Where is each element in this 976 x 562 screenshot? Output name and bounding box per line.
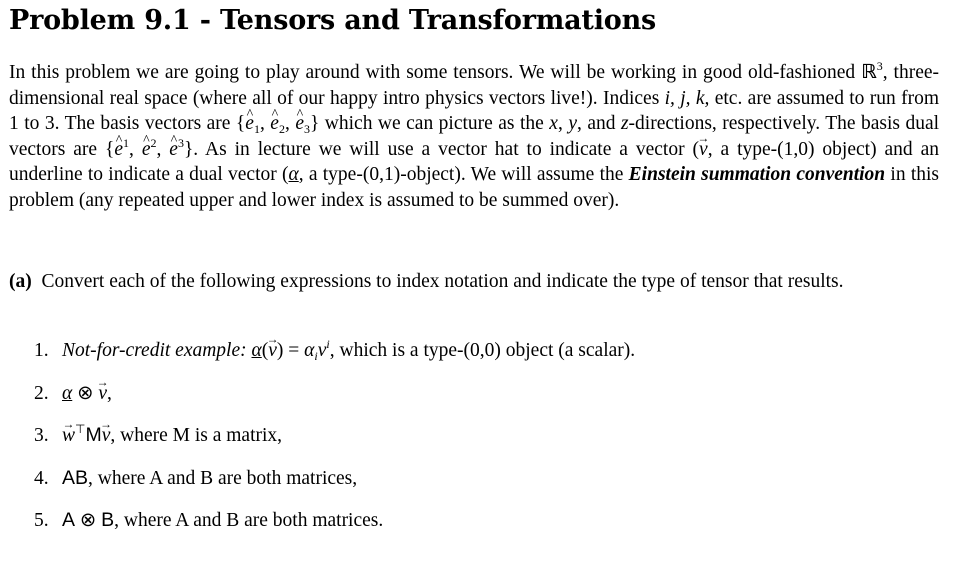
axis-symbol: x [549, 113, 558, 135]
list-item [9, 508, 939, 551]
real-space-symbol: ℝ$^3$ [861, 59, 883, 83]
item-expression-math: α(v →) = $\alpha_iv^i$ [252, 340, 330, 361]
item-number: 4. [34, 467, 49, 489]
intro-text: , a type-(1,0) object) and an underline to indicate a dual vector ( [9, 138, 939, 186]
item-number: 2. [34, 382, 49, 404]
item-expression-math: α ⊗ v → [62, 383, 107, 404]
list-item [9, 381, 939, 424]
list-item [9, 466, 939, 509]
intro-text: , three-dimensional real space (where all of our happy intro physics vectors live!). Indices [9, 62, 940, 109]
basis-dual-vectors-math: e ^$^1$, e ^$^2$, e ^$^3$ [114, 139, 184, 160]
intro-text: In this problem we are going to play around with some tensors. We will be working in good old-fashioned [9, 62, 862, 83]
item-expression-math: w →⊤Mv → [62, 425, 110, 446]
axis-symbol: z [620, 113, 629, 135]
intro-text: in this problem (any repeated upper and lower index is assumed to be summed over). [9, 164, 939, 211]
item-number: 1. [34, 340, 49, 361]
item-text: , which is a type-(0,0) object (a scalar). [329, 340, 636, 361]
basis-vectors-math: e $\^{}_1$, e $\^{}_2$, e $\^{}_3$ [245, 113, 310, 134]
list-item [9, 338, 939, 381]
item-number: 3. [34, 425, 49, 446]
part-a-text: Convert each of the following expressions to index notation and indicate the type of tensor that results. [41, 271, 844, 292]
item-expression-math: AB [62, 466, 89, 489]
item-text: , where A and B are both matrices, [88, 467, 358, 489]
item-number: 5. [34, 510, 49, 531]
part-a-prompt [9, 269, 939, 295]
intro-paragraph: In this problem we are going to play around with some tensors. We will be working in good old-fashioned ℝ$^3$, three-dimensional real space (where all of our happy intro physics vectors live!). Indices i, j, k, etc. are assumed to run from 1 to 3. The basis vectors are {e $\^{}_1$, e $\^{}_2$, e $\^{}_3$} which we can picture as the x, y, and z-directions, respectively. The basis dual vectors are {e ^$^1$, e ^$^2$, e ^$^3$}. As in lecture we will use a vector hat to indicate a vector (v →, a type-(1,0) object) and an underline to indicate a dual vector (α, a type-(0,1)-object). We will assume the Einstein summation convention in this problem (any repeated upper and lower index is assumed to be summed over). [9, 59, 939, 214]
expression-list [9, 338, 939, 551]
example-label: Not-for-credit example: [62, 340, 247, 361]
problem-title: Problem 9.1 - Tensors and Transformations [9, 5, 656, 36]
dual-vector-alpha-math: α [288, 164, 299, 186]
intro-text: }. As in lecture we will use a vector hat to indicate a vector ( [183, 138, 700, 160]
intro-text: etc. are assumed to run from 1 to 3. The basis vectors are { [9, 87, 939, 135]
list-item [9, 423, 939, 466]
index-symbols: i, j, k, [664, 87, 710, 109]
intro-text: -directions, respectively. The basis dual vectors are { [9, 113, 940, 160]
item-text: , where M is a matrix, [110, 425, 283, 446]
item-expression-math: A ⊗ B [62, 509, 115, 531]
item-text: , [107, 382, 112, 404]
part-a-label: (a) [9, 271, 32, 292]
item-text: , where A and B are both matrices. [114, 510, 384, 531]
einstein-convention-emphasis: Einstein summation convention [628, 164, 886, 186]
intro-text: , a type-(0,1)-object). We will assume the [298, 164, 629, 186]
intro-text: } which we can picture as the [309, 113, 550, 135]
axis-symbol: y [568, 113, 577, 135]
vector-v-math: v → [699, 137, 708, 163]
